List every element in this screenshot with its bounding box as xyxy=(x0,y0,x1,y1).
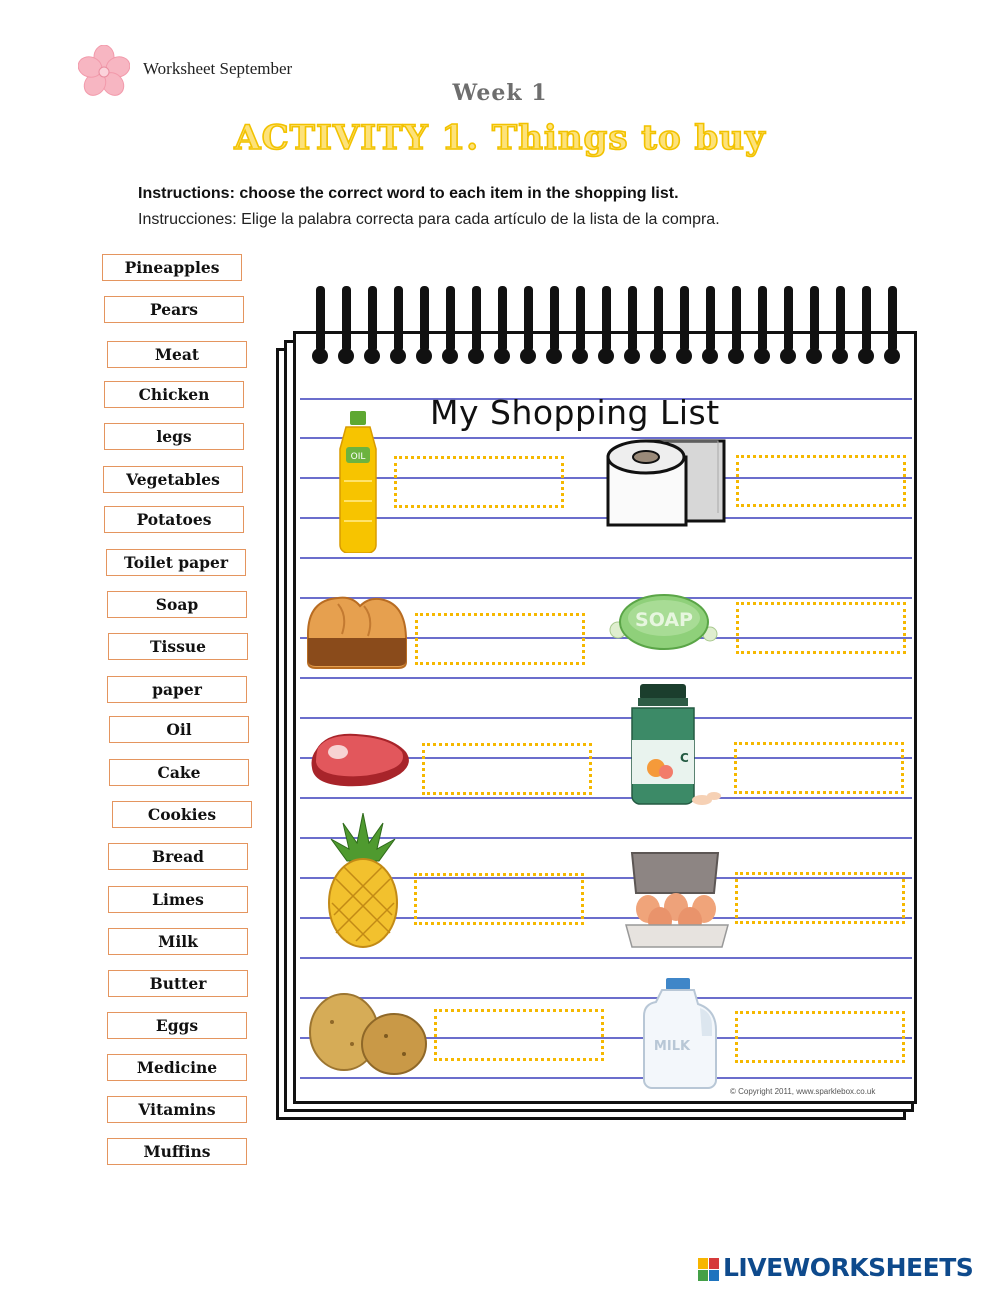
svg-text:OIL: OIL xyxy=(350,452,366,462)
answer-slot-oil[interactable] xyxy=(394,456,564,508)
pineapple-icon xyxy=(324,813,402,949)
instructions-english: Instructions: choose the correct word to each item in the shopping list. xyxy=(138,185,679,202)
word-chip[interactable]: paper xyxy=(107,676,247,703)
milk-jug-icon xyxy=(640,978,720,1090)
activity-title: ACTIVITY 1. Things to buy xyxy=(234,118,766,158)
word-chip[interactable]: Oil xyxy=(109,716,249,743)
answer-slot-toilet-paper[interactable] xyxy=(736,455,906,507)
word-chip[interactable]: Chicken xyxy=(104,381,244,408)
word-chip[interactable]: Medicine xyxy=(107,1054,247,1081)
meat-steak-icon xyxy=(308,730,412,790)
bread-loaf-icon xyxy=(302,594,412,674)
word-chip[interactable]: Vegetables xyxy=(103,466,243,493)
word-chip[interactable]: Soap xyxy=(107,591,247,618)
spiral-binding-icon xyxy=(300,284,912,366)
liveworksheets-logo-icon xyxy=(698,1258,720,1282)
ruled-line xyxy=(300,677,912,679)
word-chip[interactable]: legs xyxy=(104,423,244,450)
word-chip[interactable]: Pineapples xyxy=(102,254,242,281)
worksheet-label: Worksheet September xyxy=(143,59,293,78)
answer-slot-eggs[interactable] xyxy=(735,872,905,924)
word-chip[interactable]: Limes xyxy=(108,886,248,913)
word-chip[interactable]: Toilet paper xyxy=(106,549,246,576)
vitamins-jar-icon xyxy=(626,684,722,808)
word-chip[interactable]: Muffins xyxy=(107,1138,247,1165)
oil-bottle-icon xyxy=(332,411,384,553)
ruled-line xyxy=(300,717,912,719)
svg-text:SOAP: SOAP xyxy=(635,609,693,631)
copyright-notice: © Copyright 2011, www.sparklebox.co.uk xyxy=(730,1087,876,1096)
ruled-line xyxy=(300,957,912,959)
word-chip[interactable]: Pears xyxy=(104,296,244,323)
word-chip[interactable]: Cake xyxy=(109,759,249,786)
instructions-spanish: Instrucciones: Elige la palabra correcta para cada artículo de la lista de la compra. xyxy=(138,211,720,228)
word-chip[interactable]: Cookies xyxy=(112,801,252,828)
word-chip[interactable]: Tissue xyxy=(108,633,248,660)
svg-text:MILK: MILK xyxy=(653,1039,691,1054)
ruled-line xyxy=(300,797,912,799)
toilet-paper-roll-icon xyxy=(606,437,732,529)
answer-slot-meat[interactable] xyxy=(422,743,592,795)
answer-slot-soap[interactable] xyxy=(736,602,906,654)
ruled-line xyxy=(300,557,912,559)
word-chip[interactable]: Vitamins xyxy=(107,1096,247,1123)
answer-slot-bread[interactable] xyxy=(415,613,585,665)
word-chip[interactable]: Eggs xyxy=(107,1012,247,1039)
answer-slot-milk[interactable] xyxy=(735,1011,905,1063)
answer-slot-vitamins[interactable] xyxy=(734,742,904,794)
potatoes-icon xyxy=(306,992,430,1078)
word-chip[interactable]: Milk xyxy=(108,928,248,955)
svg-text:C: C xyxy=(680,751,689,765)
word-chip[interactable]: Bread xyxy=(108,843,248,870)
liveworksheets-brand[interactable]: LIVEWORKSHEETS xyxy=(723,1253,974,1282)
answer-slot-pineapple[interactable] xyxy=(414,873,584,925)
week-heading: Week 1 xyxy=(452,80,548,106)
egg-carton-icon xyxy=(624,851,730,951)
answer-slot-potatoes[interactable] xyxy=(434,1009,604,1061)
word-chip[interactable]: Potatoes xyxy=(104,506,244,533)
word-chip[interactable]: Meat xyxy=(107,341,247,368)
shopping-list-title: My Shopping List xyxy=(430,393,720,432)
soap-bar-icon xyxy=(608,590,720,654)
word-chip[interactable]: Butter xyxy=(108,970,248,997)
